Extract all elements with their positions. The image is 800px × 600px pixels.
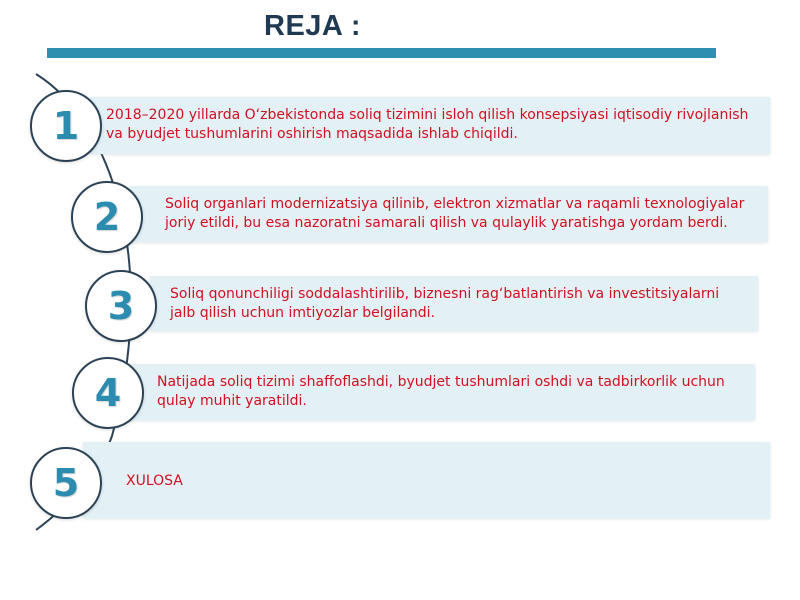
plan-item-3-text: Soliq qonunchiligi soddalashtirilib, biznesni rag‘batlantirish va investitsiyalarni jalb qilish uchun imtiyozlar belgilandi. [170, 286, 720, 321]
plan-item-4-number: 4 [94, 371, 122, 415]
page-title: REJA : [264, 10, 361, 42]
plan-item-1-number: 1 [52, 104, 80, 148]
plan-item-4-text: Natijada soliq tizimi shaffoflashdi, byudjet tushumlari oshdi va tadbirkorlik uchun qulay muhit yaratildi. [157, 374, 725, 409]
plan-item-5-text: XULOSA [126, 473, 183, 489]
plan-item-2-number: 2 [93, 195, 121, 239]
plan-item-5-number-badge [30, 447, 102, 519]
plan-item-4-number-badge [72, 357, 144, 429]
plan-item-3-number-badge [85, 270, 157, 342]
plan-item-3-number: 3 [107, 284, 135, 328]
plan-item-1-number-badge [30, 90, 102, 162]
plan-item-2-number-badge [71, 181, 143, 253]
plan-item-1-text: 2018–2020 yillarda O‘zbekistonda soliq tizimini isloh qilish konsepsiyasi iqtisodiy rivojlanish va byudjet tushumlarini oshirish maqsadida ishlab chiqildi. [106, 107, 749, 142]
plan-item-5-number: 5 [52, 461, 80, 505]
plan-item-2-text: Soliq organlari modernizatsiya qilinib, elektron xizmatlar va raqamli texnologiyalar joriy etildi, bu esa nazoratni samarali qilish va qulaylik yaratishga yordam berdi. [165, 196, 745, 231]
